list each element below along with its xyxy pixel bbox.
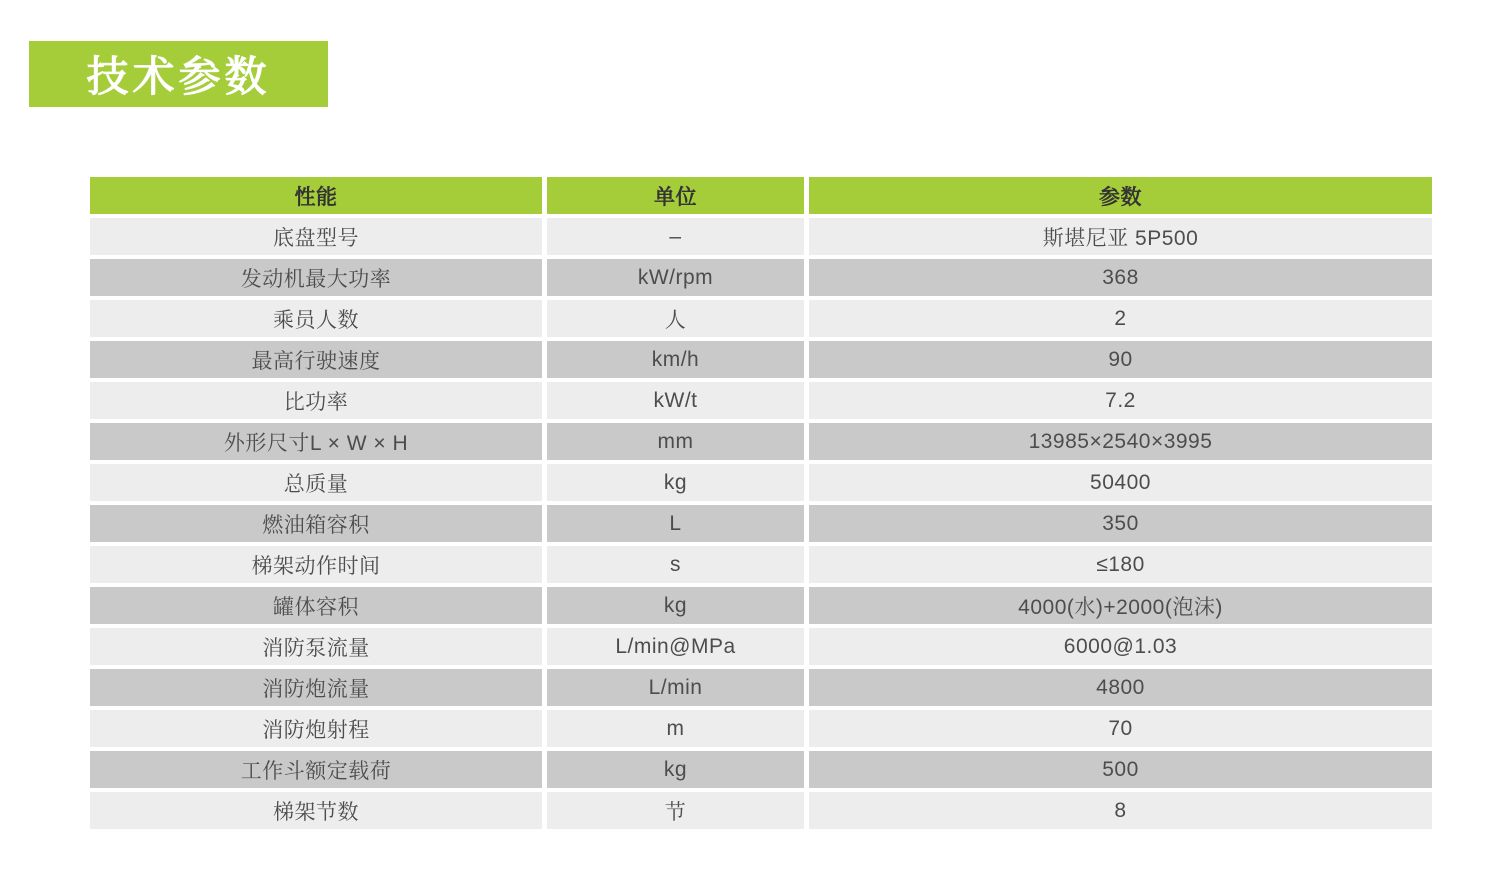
unit-cell: kg xyxy=(547,464,804,501)
unit-cell: s xyxy=(547,546,804,583)
unit-cell: mm xyxy=(547,423,804,460)
unit-cell: kW/t xyxy=(547,382,804,419)
column-header-performance: 性能 xyxy=(90,177,542,214)
param-name-cell: 燃油箱容积 xyxy=(90,505,542,542)
param-name-cell: 消防炮流量 xyxy=(90,669,542,706)
unit-cell: 节 xyxy=(547,792,804,829)
value-cell: 4800 xyxy=(809,669,1432,706)
unit-cell: – xyxy=(547,218,804,255)
value-cell: 2 xyxy=(809,300,1432,337)
param-name-cell: 外形尺寸L × W × H xyxy=(90,423,542,460)
unit-cell: m xyxy=(547,710,804,747)
param-name-cell: 乘员人数 xyxy=(90,300,542,337)
value-cell: 350 xyxy=(809,505,1432,542)
value-cell: 8 xyxy=(809,792,1432,829)
value-cell: 斯堪尼亚 5P500 xyxy=(809,218,1432,255)
page-title-label: 技术参数 xyxy=(86,53,271,100)
value-cell: 7.2 xyxy=(809,382,1432,419)
unit-cell: kg xyxy=(547,751,804,788)
value-cell: 6000@1.03 xyxy=(809,628,1432,665)
value-cell: 368 xyxy=(809,259,1432,296)
unit-cell: L/min@MPa xyxy=(547,628,804,665)
param-name-cell: 消防炮射程 xyxy=(90,710,542,747)
unit-cell: kg xyxy=(547,587,804,624)
param-name-cell: 底盘型号 xyxy=(90,218,542,255)
param-name-cell: 总质量 xyxy=(90,464,542,501)
page-title xyxy=(29,41,328,107)
unit-cell: km/h xyxy=(547,341,804,378)
value-cell: 4000(水)+2000(泡沫) xyxy=(809,587,1432,624)
value-cell: 70 xyxy=(809,710,1432,747)
param-name-cell: 罐体容积 xyxy=(90,587,542,624)
param-name-cell: 消防泵流量 xyxy=(90,628,542,665)
value-cell: ≤180 xyxy=(809,546,1432,583)
unit-cell: kW/rpm xyxy=(547,259,804,296)
param-name-cell: 梯架动作时间 xyxy=(90,546,542,583)
param-name-cell: 比功率 xyxy=(90,382,542,419)
value-cell: 13985×2540×3995 xyxy=(809,423,1432,460)
column-header-parameter: 参数 xyxy=(809,177,1432,214)
unit-cell: L/min xyxy=(547,669,804,706)
value-cell: 90 xyxy=(809,341,1432,378)
column-header-unit: 单位 xyxy=(547,177,804,214)
param-name-cell: 最高行驶速度 xyxy=(90,341,542,378)
unit-cell: L xyxy=(547,505,804,542)
unit-cell: 人 xyxy=(547,300,804,337)
spec-table xyxy=(90,177,1432,829)
param-name-cell: 工作斗额定载荷 xyxy=(90,751,542,788)
param-name-cell: 发动机最大功率 xyxy=(90,259,542,296)
value-cell: 500 xyxy=(809,751,1432,788)
value-cell: 50400 xyxy=(809,464,1432,501)
param-name-cell: 梯架节数 xyxy=(90,792,542,829)
